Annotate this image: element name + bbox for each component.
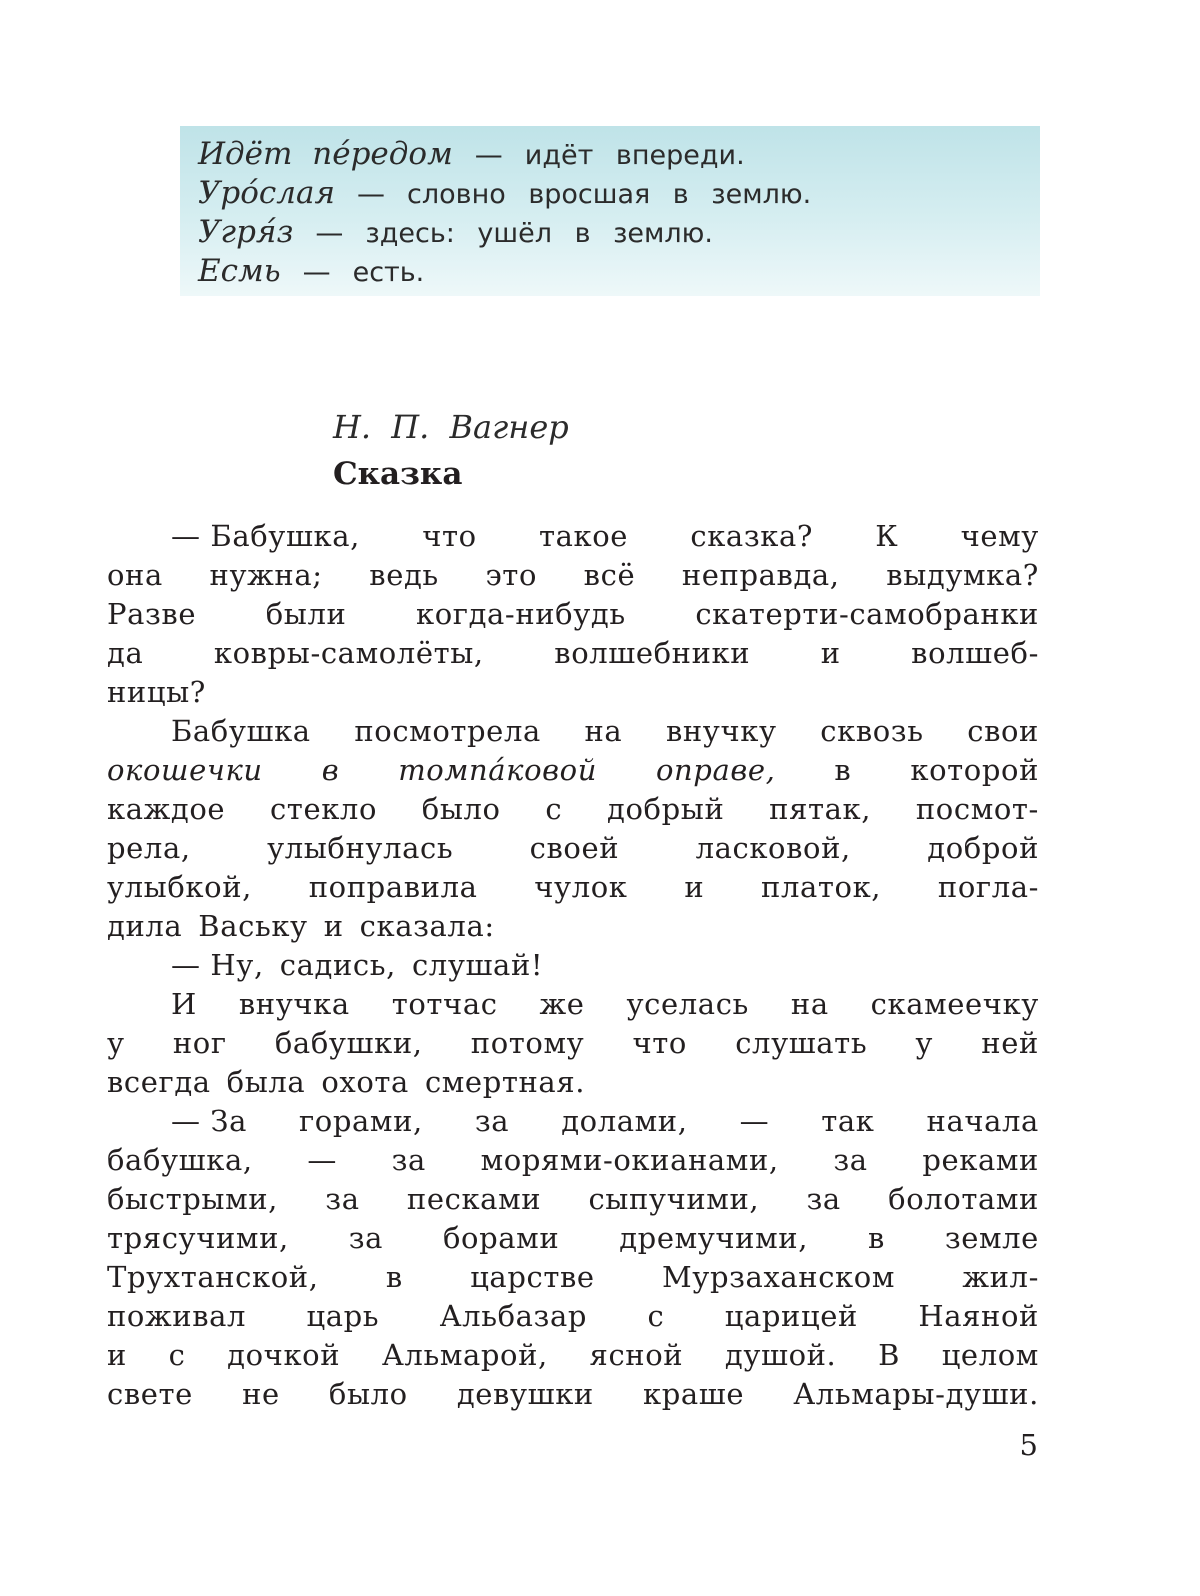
- text-line: [107, 985, 1039, 1024]
- word: что: [422, 519, 477, 553]
- word: ног: [172, 1026, 227, 1060]
- text-line: [107, 1102, 1039, 1141]
- word: каждое: [107, 792, 226, 826]
- word: краше: [643, 1377, 745, 1411]
- word: всё: [583, 558, 636, 592]
- word: — Бабушка,: [171, 519, 360, 553]
- word: погла-: [937, 870, 1039, 904]
- word: ведь: [369, 558, 439, 592]
- word: так: [821, 1104, 875, 1138]
- glossary-entry: [198, 136, 1040, 175]
- word: слушать: [735, 1026, 868, 1060]
- word: ласковой,: [695, 831, 851, 865]
- word: с: [647, 1299, 665, 1333]
- word: целом: [941, 1338, 1039, 1372]
- word: потому: [470, 1026, 585, 1060]
- word: Альмарой,: [381, 1338, 548, 1372]
- glossary-dash: —: [474, 138, 503, 171]
- word: за: [391, 1143, 426, 1177]
- word: земле: [944, 1221, 1039, 1255]
- word: — Ну,: [171, 948, 264, 982]
- word: свои: [967, 714, 1039, 748]
- word: было: [421, 792, 501, 826]
- word: ковры-самолёты,: [213, 636, 484, 670]
- page-number: 5: [1019, 1428, 1038, 1462]
- glossary-dash: —: [315, 216, 344, 249]
- word: ней: [981, 1026, 1039, 1060]
- glossary-definition: идёт впереди.: [524, 140, 745, 171]
- word: Мурзаханском: [662, 1260, 895, 1294]
- word: в: [867, 1221, 885, 1255]
- word: это: [485, 558, 538, 592]
- word: борами: [443, 1221, 560, 1255]
- word: улыбкой,: [107, 870, 252, 904]
- word: и: [323, 909, 344, 943]
- glossary-definition: здесь: ушёл в землю.: [365, 218, 713, 249]
- word: бабушка,: [107, 1143, 253, 1177]
- word: рела,: [107, 831, 191, 865]
- word: за: [348, 1221, 384, 1255]
- word: —: [307, 1143, 337, 1177]
- word: слушай!: [411, 948, 544, 982]
- word: за: [474, 1104, 510, 1138]
- word: с: [168, 1338, 186, 1372]
- word: и: [684, 870, 705, 904]
- glossary-entry: [198, 253, 1040, 292]
- author-name: Н. П. Вагнер: [333, 408, 569, 446]
- word: Наяной: [918, 1299, 1039, 1333]
- word: улыбнулась: [267, 831, 454, 865]
- word: за: [833, 1143, 868, 1177]
- word: — За: [171, 1104, 247, 1138]
- text-line: [107, 673, 1039, 712]
- word: Разве: [107, 597, 197, 631]
- text-line: [107, 712, 1039, 751]
- word: волшеб-: [911, 636, 1039, 670]
- word: К: [875, 519, 899, 553]
- word: и: [107, 1338, 127, 1372]
- word: на: [584, 714, 623, 748]
- word: уселась: [626, 987, 749, 1021]
- word: царь: [306, 1299, 380, 1333]
- word: болотами: [888, 1182, 1039, 1216]
- word: дремучими,: [619, 1221, 809, 1255]
- word: да: [107, 636, 144, 670]
- word: всегда: [107, 1065, 211, 1099]
- glossary-term: Идёт пéредом: [198, 136, 453, 172]
- word: были: [265, 597, 347, 631]
- word: пятак,: [769, 792, 872, 826]
- text-line: [107, 946, 1039, 985]
- text-line: [107, 1258, 1039, 1297]
- text-line: [107, 595, 1039, 634]
- glossary-term: Угря́з: [198, 214, 294, 250]
- word: дила: [107, 909, 183, 943]
- word: такое: [538, 519, 629, 553]
- word: волшебники: [554, 636, 751, 670]
- word: доброй: [927, 831, 1039, 865]
- word: сквозь: [820, 714, 924, 748]
- word: чулок: [534, 870, 628, 904]
- text-line: [107, 1219, 1039, 1258]
- text-line: [107, 1336, 1039, 1375]
- word: выдумка?: [886, 558, 1039, 592]
- word: смертная.: [424, 1065, 586, 1099]
- word: начала: [926, 1104, 1039, 1138]
- word: тотчас: [391, 987, 498, 1021]
- word: охота: [321, 1065, 409, 1099]
- glossary-definition: словно вросшая в землю.: [407, 179, 812, 210]
- text-line: [107, 634, 1039, 673]
- word: свете: [107, 1377, 193, 1411]
- word: Бабушка: [171, 714, 311, 748]
- glossary-term: Есмь: [198, 253, 281, 289]
- word: же: [539, 987, 585, 1021]
- text-line: [107, 556, 1039, 595]
- word: морями-окианами,: [480, 1143, 779, 1177]
- word: на: [790, 987, 829, 1021]
- word: было: [328, 1377, 408, 1411]
- word: горами,: [299, 1104, 423, 1138]
- text-line: [107, 1024, 1039, 1063]
- word: когда-нибудь: [416, 597, 626, 631]
- word: —: [739, 1104, 770, 1138]
- story-body: [107, 517, 1039, 1414]
- glossary-entry: [198, 214, 1040, 253]
- story-title: Сказка: [333, 456, 463, 492]
- glossary-dash: —: [302, 255, 331, 288]
- word: Альмары-души.: [793, 1377, 1039, 1411]
- word: и: [820, 636, 841, 670]
- glossary-entry: [198, 175, 1040, 214]
- word: быстрыми,: [107, 1182, 278, 1216]
- word: в: [834, 753, 852, 787]
- text-line: [107, 1063, 1039, 1102]
- word: добрый: [607, 792, 725, 826]
- word: песками: [406, 1182, 542, 1216]
- word: В: [878, 1338, 900, 1372]
- word: у: [107, 1026, 125, 1060]
- text-line: [107, 1141, 1039, 1180]
- word: своей: [529, 831, 620, 865]
- word: в: [321, 753, 340, 787]
- word: душой.: [724, 1338, 837, 1372]
- word: царстве: [470, 1260, 595, 1294]
- word: сказка?: [690, 519, 813, 553]
- text-line: [107, 1180, 1039, 1219]
- word: посмот-: [915, 792, 1039, 826]
- word: окошечки: [107, 753, 263, 787]
- word: трясучими,: [107, 1221, 289, 1255]
- word: И: [171, 987, 197, 1021]
- word: посмотрела: [354, 714, 541, 748]
- word: неправда,: [681, 558, 840, 592]
- word: поправила: [308, 870, 478, 904]
- word: дочкой: [227, 1338, 341, 1372]
- word: за: [806, 1182, 841, 1216]
- word: нужна;: [209, 558, 323, 592]
- word: Трухтанской,: [107, 1260, 319, 1294]
- word: ясной: [589, 1338, 684, 1372]
- word: скатерти-самобранки: [695, 597, 1039, 631]
- text-line: [107, 751, 1039, 790]
- word: была: [226, 1065, 306, 1099]
- text-line: [107, 868, 1039, 907]
- glossary-box: [180, 126, 1040, 296]
- word: реками: [922, 1143, 1039, 1177]
- text-line: [107, 790, 1039, 829]
- word: за: [325, 1182, 360, 1216]
- word: она: [107, 558, 163, 592]
- word: скамеечку: [870, 987, 1039, 1021]
- word: бабушки,: [274, 1026, 423, 1060]
- word: платок,: [761, 870, 882, 904]
- word: стекло: [269, 792, 378, 826]
- word: царицей: [724, 1299, 858, 1333]
- text-line: [107, 907, 1039, 946]
- word: у: [915, 1026, 934, 1060]
- text-line: [107, 829, 1039, 868]
- word: внучка: [238, 987, 350, 1021]
- glossary-term: Урóслая: [198, 175, 336, 211]
- glossary-definition: есть.: [352, 257, 425, 288]
- word: сыпучими,: [588, 1182, 760, 1216]
- word: сказала:: [359, 909, 495, 943]
- word: с: [545, 792, 563, 826]
- word: Альбазар: [439, 1299, 588, 1333]
- word: жил-: [962, 1260, 1039, 1294]
- word: девушки: [456, 1377, 594, 1411]
- word: чему: [960, 519, 1039, 553]
- word: не: [242, 1377, 280, 1411]
- text-line: [107, 517, 1039, 556]
- word: садись,: [279, 948, 396, 982]
- word: оправе,: [655, 753, 776, 787]
- word: томпáковой: [398, 753, 597, 787]
- glossary-dash: —: [357, 177, 386, 210]
- word: ницы?: [107, 675, 206, 709]
- text-line: [107, 1375, 1039, 1414]
- word: которой: [910, 753, 1039, 787]
- word: внучку: [665, 714, 777, 748]
- word: в: [385, 1260, 403, 1294]
- word: долами,: [561, 1104, 688, 1138]
- text-line: [107, 1297, 1039, 1336]
- word: что: [632, 1026, 687, 1060]
- word: поживал: [107, 1299, 247, 1333]
- word: Ваську: [198, 909, 308, 943]
